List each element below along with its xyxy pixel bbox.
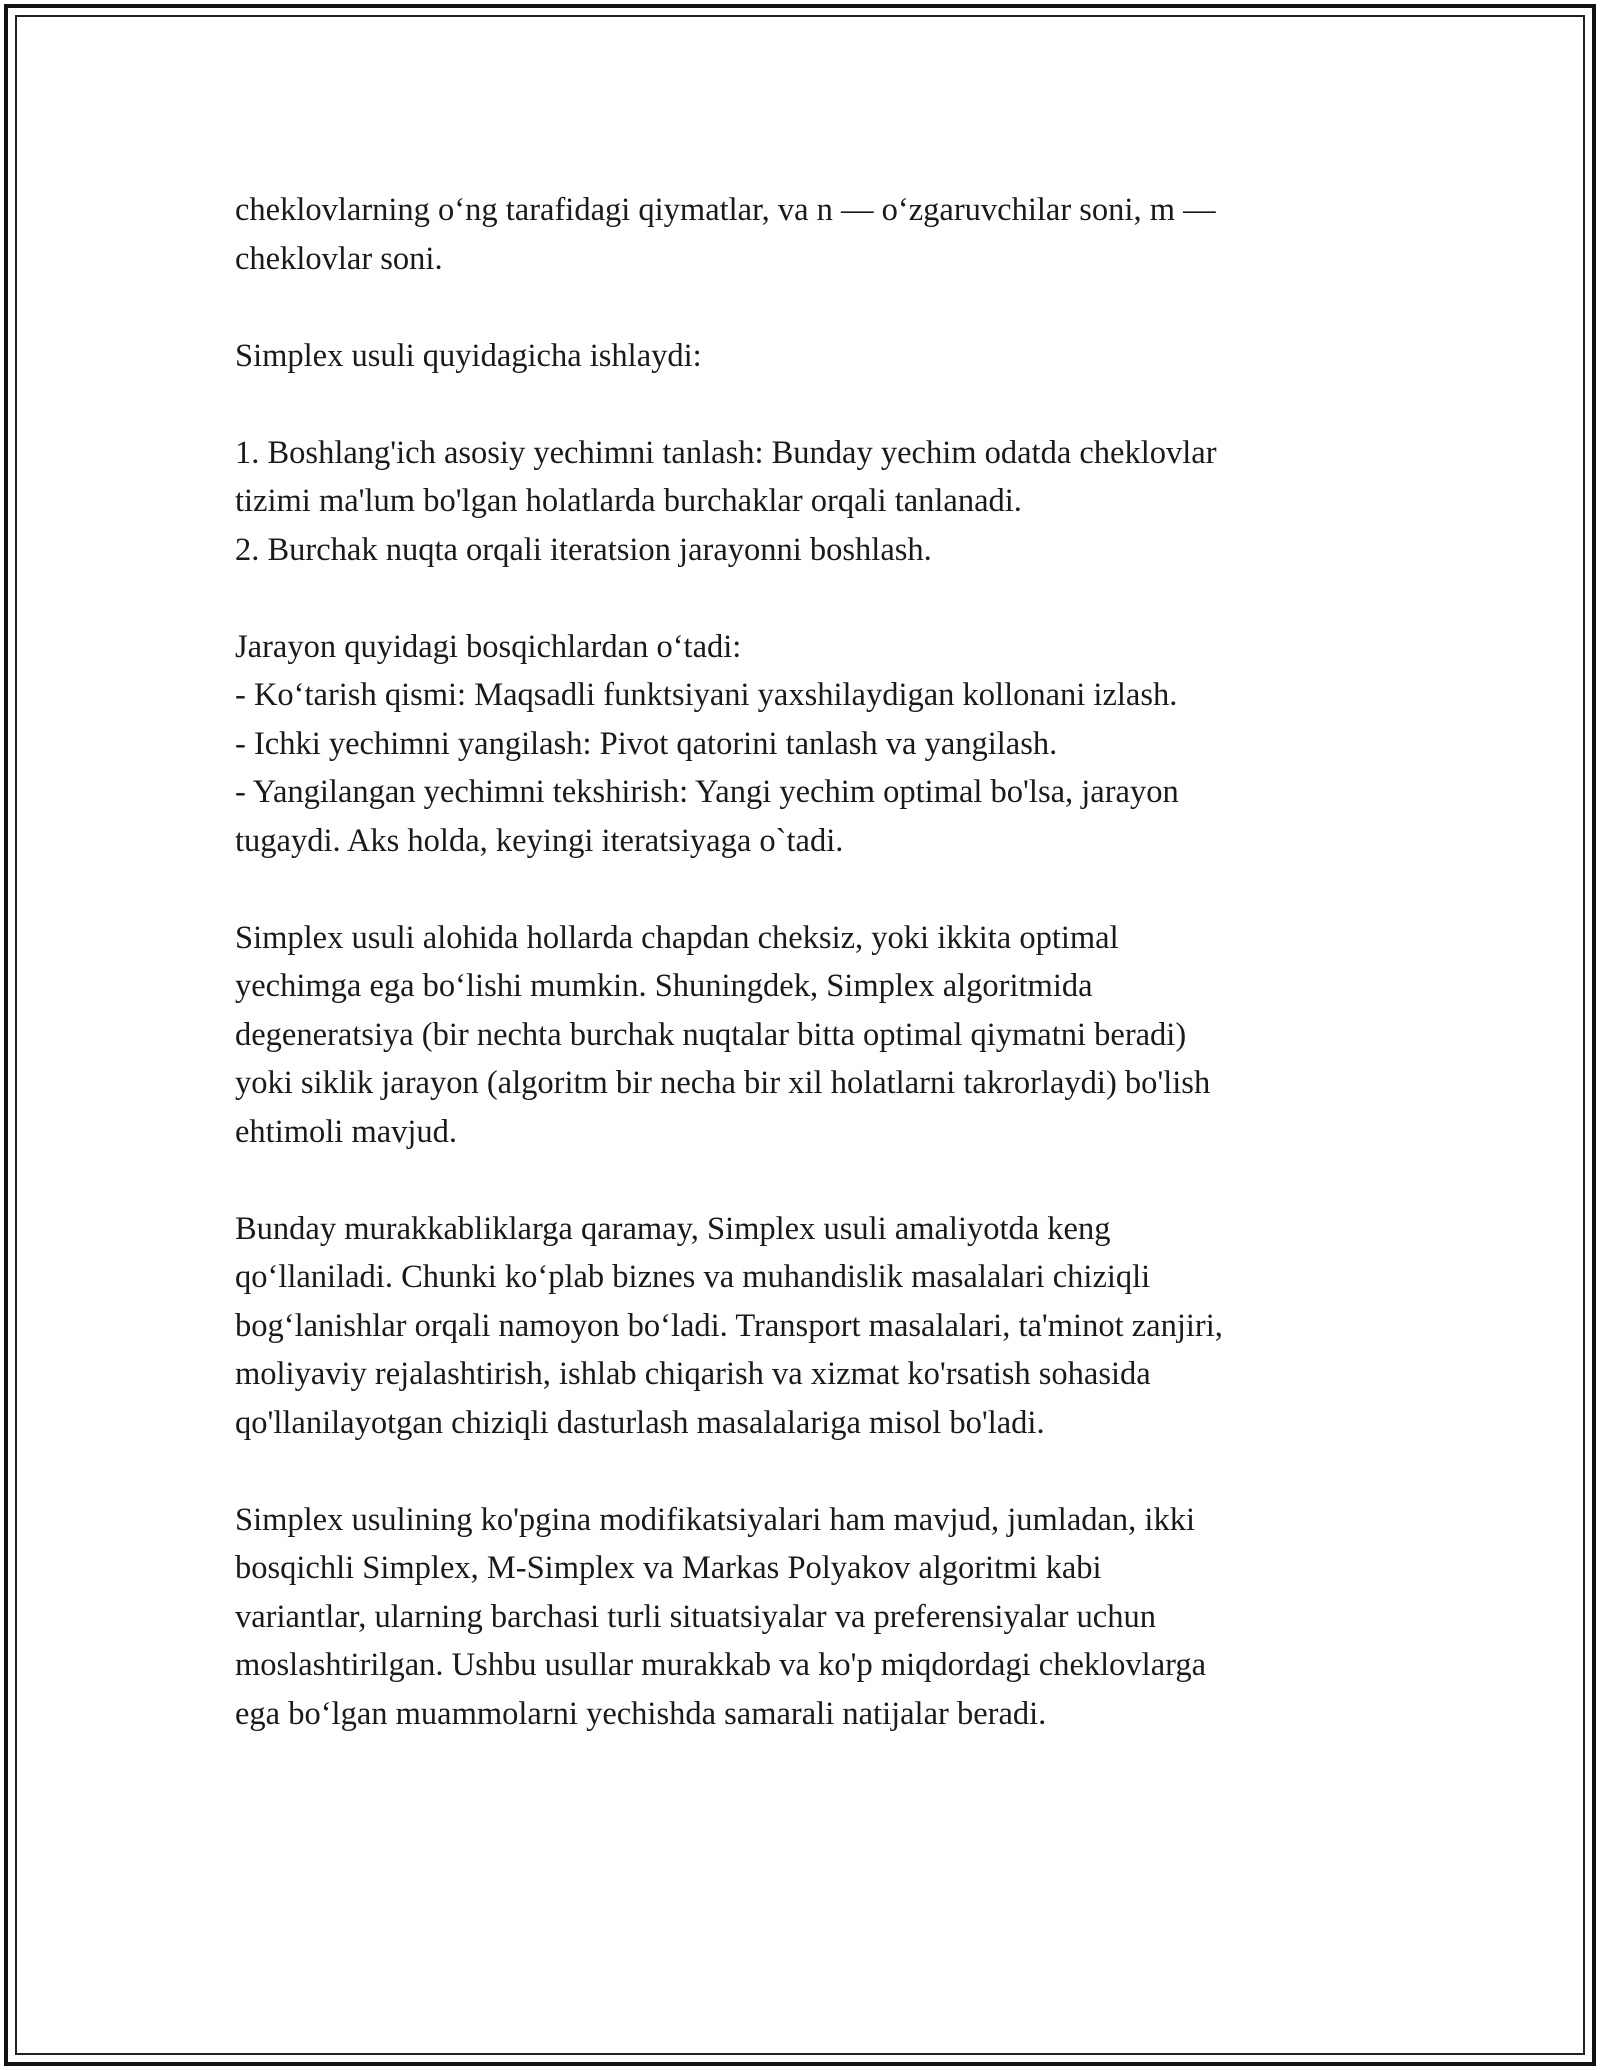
text-line: bog‘lanishlar orqali namoyon bo‘ladi. Transport masalalari, ta'minot zanjiri, (235, 1307, 1223, 1344)
list-item: - Yangilangan yechimni tekshirish: Yangi yechim optimal bo'lsa, jarayon (235, 774, 1179, 810)
paragraph-steps-list (235, 429, 1365, 575)
paragraph-applications (235, 1205, 1365, 1448)
paragraph-simplex-intro (235, 332, 1365, 381)
text-line: tugaydi. Aks holda, keyingi iteratsiyaga o`tadi. (235, 822, 844, 859)
text-line: variantlar, ularning barchasi turli situatsiyalar va preferensiyalar uchun (235, 1598, 1156, 1635)
text-line: moliyaviy rejalashtirish, ishlab chiqarish va xizmat ko'rsatish sohasida (235, 1356, 1151, 1392)
text-line: moslashtirilgan. Ushbu usullar murakkab va ko'p miqdordagi cheklovlarga (235, 1647, 1207, 1683)
text-line: degeneratsiya (bir nechta burchak nuqtalar bitta optimal qiymatni beradi) (235, 1016, 1187, 1053)
text-line: bosqichli Simplex, M-Simplex va Markas Polyakov algoritmi kabi (235, 1550, 1102, 1586)
text-line: qo'llanilayotgan chiziqli dasturlash masalalariga misol bo'ladi. (235, 1404, 1045, 1441)
text-line: Bunday murakkabliklarga qaramay, Simplex usuli amaliyotda keng (235, 1210, 1111, 1247)
list-item: 2. Burchak nuqta orqali iteratsion jarayonni boshlash. (235, 531, 932, 568)
text-line: yechimga ega bo‘lishi mumkin. Shuningdek, Simplex algoritmida (235, 968, 1093, 1004)
text-line: qo‘llaniladi. Chunki ko‘plab biznes va muhandislik masalalari chiziqli (235, 1259, 1151, 1295)
text-line: cheklovlar soni. (235, 240, 443, 277)
text-line: tizimi ma'lum bo'lgan holatlarda burchaklar orqali tanlanadi. (235, 483, 1022, 519)
paragraph-process-stages (235, 623, 1365, 866)
list-item: - Ko‘tarish qismi: Maqsadli funktsiyani yaxshilaydigan kollonani izlash. (235, 677, 1178, 713)
list-item: 1. Boshlang'ich asosiy yechimni tanlash: Bunday yechim odatda cheklovlar (235, 434, 1217, 471)
text-line: cheklovlarning o‘ng tarafidagi qiymatlar, va n — o‘zgaruvchilar soni, m — (235, 192, 1216, 228)
text-line: ega bo‘lgan muammolarni yechishda samarali natijalar beradi. (235, 1695, 1047, 1732)
paragraph-constraints (235, 186, 1365, 283)
text-line: yoki siklik jarayon (algoritm bir necha bir xil holatlarni takrorlaydi) bo'lish (235, 1065, 1211, 1101)
text-line: Simplex usuli alohida hollarda chapdan cheksiz, yoki ikkita optimal (235, 919, 1119, 956)
document-body (235, 186, 1365, 1787)
text-line: Simplex usuli quyidagicha ishlaydi: (235, 337, 702, 374)
paragraph-special-cases (235, 914, 1365, 1157)
text-line: Jarayon quyidagi bosqichlardan o‘tadi: (235, 628, 742, 665)
text-line: ehtimoli mavjud. (235, 1113, 458, 1150)
paragraph-modifications (235, 1496, 1365, 1739)
list-item: - Ichki yechimni yangilash: Pivot qatorini tanlash va yangilash. (235, 725, 1058, 762)
text-line: Simplex usulining ko'pgina modifikatsiyalari ham mavjud, jumladan, ikki (235, 1501, 1195, 1538)
